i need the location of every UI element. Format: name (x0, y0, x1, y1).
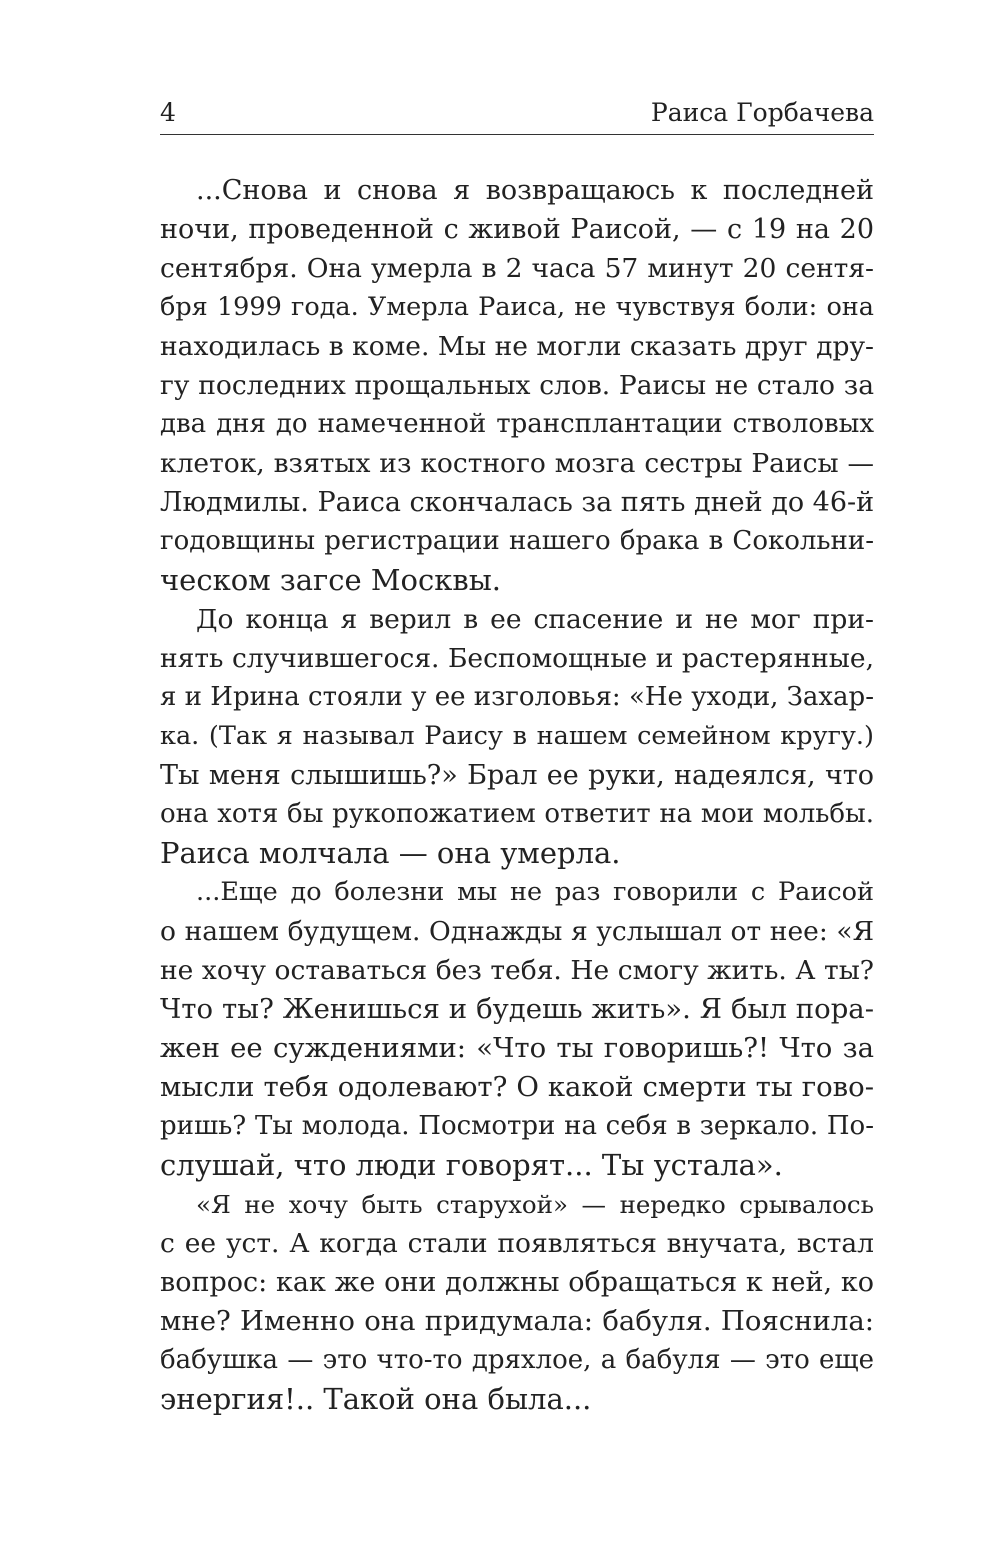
text-line: гу последних прощальных слов. Раисы не стало за (160, 370, 874, 401)
text-line: слушай, что люди говорят... Ты устала». (160, 1148, 783, 1182)
text-line: о нашем будущем. Однажды я услышал от нее: «Я (160, 916, 874, 947)
text-line: ...Снова и снова я возвращаюсь к последней (196, 175, 874, 206)
text-line: ...Еще до болезни мы не раз говорили с Раисой (196, 877, 874, 907)
paragraph (160, 171, 874, 600)
paragraph (160, 873, 874, 1185)
text-line: мне? Именно она придумала: бабуля. Пояснила: (160, 1305, 874, 1337)
text-line: два дня до намеченной трансплантации стволовых (160, 409, 874, 439)
text-line: мысли тебя одолевают? О какой смерти ты гово- (160, 1071, 874, 1103)
text-line: ночи, проведенной с живой Раисой, — с 19 на 20 (160, 214, 874, 245)
text-line: Ты меня слышишь?» Брал ее руки, надеялся, что (160, 760, 874, 791)
body-text (160, 171, 874, 1419)
text-line: годовщины регистрации нашего брака в Сокольни- (160, 526, 874, 556)
text-line: нять случившегося. Беспомощные и растерянные, (160, 643, 874, 674)
text-line: Людмилы. Раиса скончалась за пять дней до 46-й (160, 487, 875, 518)
running-header (160, 96, 874, 135)
text-line: Что ты? Женишься и будешь жить». Я был пора- (160, 993, 874, 1025)
text-line: бабушка — это что-то дряхлое, а бабуля — это еще (160, 1345, 874, 1375)
text-line: ка. (Так я называл Раису в нашем семейном кругу.) (160, 721, 874, 751)
text-line: бря 1999 года. Умерла Раиса, не чувствуя боли: она (160, 292, 874, 322)
text-line: находилась в коме. Мы не могли сказать друг дру- (160, 331, 874, 362)
text-line: с ее уст. А когда стали появляться внучата, встал (160, 1228, 874, 1259)
paragraph (160, 600, 874, 873)
text-line: сентября. Она умерла в 2 часа 57 минут 20 сентя- (160, 253, 874, 284)
text-line: ческом загсе Москвы. (160, 563, 502, 597)
text-line: жен ее суждениями: «Что ты говоришь?! Что за (160, 1032, 874, 1064)
book-page (160, 96, 874, 1419)
text-line: ришь? Ты молода. Посмотри на себя в зеркало. По- (160, 1111, 874, 1141)
text-line: Раиса молчала — она умерла. (160, 836, 621, 870)
paragraph (160, 1185, 874, 1419)
text-line: клеток, взятых из костного мозга сестры Раисы — (160, 448, 874, 479)
text-line: я и Ирина стояли у ее изголовья: «Не уходи, Захар- (160, 682, 874, 712)
text-line: не хочу оставаться без тебя. Не смогу жить. А ты? (160, 955, 874, 986)
running-title: Раиса Горбачева (650, 98, 874, 127)
page-number: 4 (160, 98, 176, 127)
text-line: До конца я верил в ее спасение и не мог при- (196, 604, 874, 635)
text-line: она хотя бы рукопожатием ответит на мои мольбы. (160, 799, 874, 829)
text-line: «Я не хочу быть старухой» — нередко срывалось (196, 1190, 874, 1219)
text-line: энергия!.. Такой она была... (160, 1382, 592, 1416)
text-line: вопрос: как же они должны обращаться к ней, ко (160, 1267, 874, 1298)
